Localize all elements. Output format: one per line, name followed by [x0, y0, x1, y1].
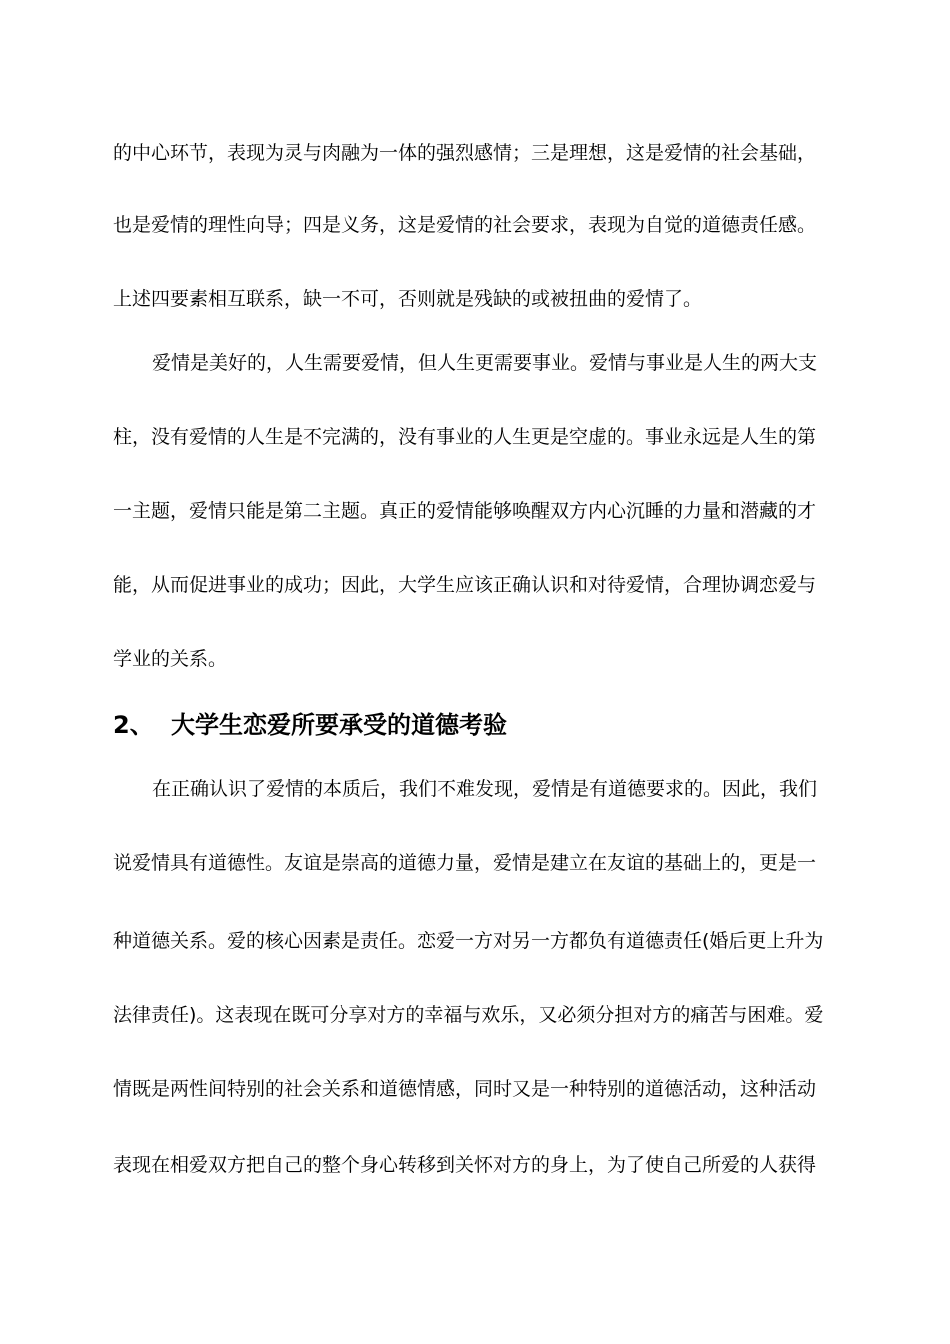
text-line: 情既是两性间特别的社会关系和道德情感，同时又是一种特别的道德活动，这种活动 — [113, 1078, 817, 1100]
text-line: 说爱情具有道德性。友谊是崇高的道德力量，爱情是建立在友谊的基础上的，更是一 — [113, 852, 817, 874]
text-line: 也是爱情的理性向导；四是义务，这是爱情的社会要求，表现为自觉的道德责任感。 — [113, 214, 817, 236]
text-line: 爱情是美好的，人生需要爱情，但人生更需要事业。爱情与事业是人生的两大支 — [152, 352, 818, 374]
text-line: 能，从而促进事业的成功；因此，大学生应该正确认识和对待爱情，合理协调恋爱与 — [113, 574, 817, 596]
text-line: 上述四要素相互联系，缺一不可，否则就是残缺的或被扭曲的爱情了。 — [113, 288, 703, 310]
text-line: 的中心环节，表现为灵与肉融为一体的强烈感情；三是理想，这是爱情的社会基础， — [113, 142, 817, 164]
text-line: 法律责任)。这表现在既可分享对方的幸福与欢乐，又必须分担对方的痛苦与困难。爱 — [113, 1004, 824, 1026]
text-line: 在正确认识了爱情的本质后，我们不难发现，爱情是有道德要求的。因此，我们 — [152, 778, 818, 800]
text-line: 柱，没有爱情的人生是不完满的，没有事业的人生更是空虚的。事业永远是人生的第 — [113, 426, 817, 448]
section-number: 2、 — [113, 711, 154, 739]
section-title: 大学生恋爱所要承受的道德考验 — [171, 711, 507, 739]
text-line: 种道德关系。爱的核心因素是责任。恋爱一方对另一方都负有道德责任(婚后更上升为 — [113, 930, 824, 952]
text-line: 学业的关系。 — [113, 648, 228, 670]
section-heading — [113, 708, 507, 742]
text-line: 表现在相爱双方把自己的整个身心转移到关怀对方的身上，为了使自己所爱的人获得 — [113, 1154, 817, 1176]
text-line: 一主题，爱情只能是第二主题。真正的爱情能够唤醒双方内心沉睡的力量和潜藏的才 — [113, 500, 817, 522]
